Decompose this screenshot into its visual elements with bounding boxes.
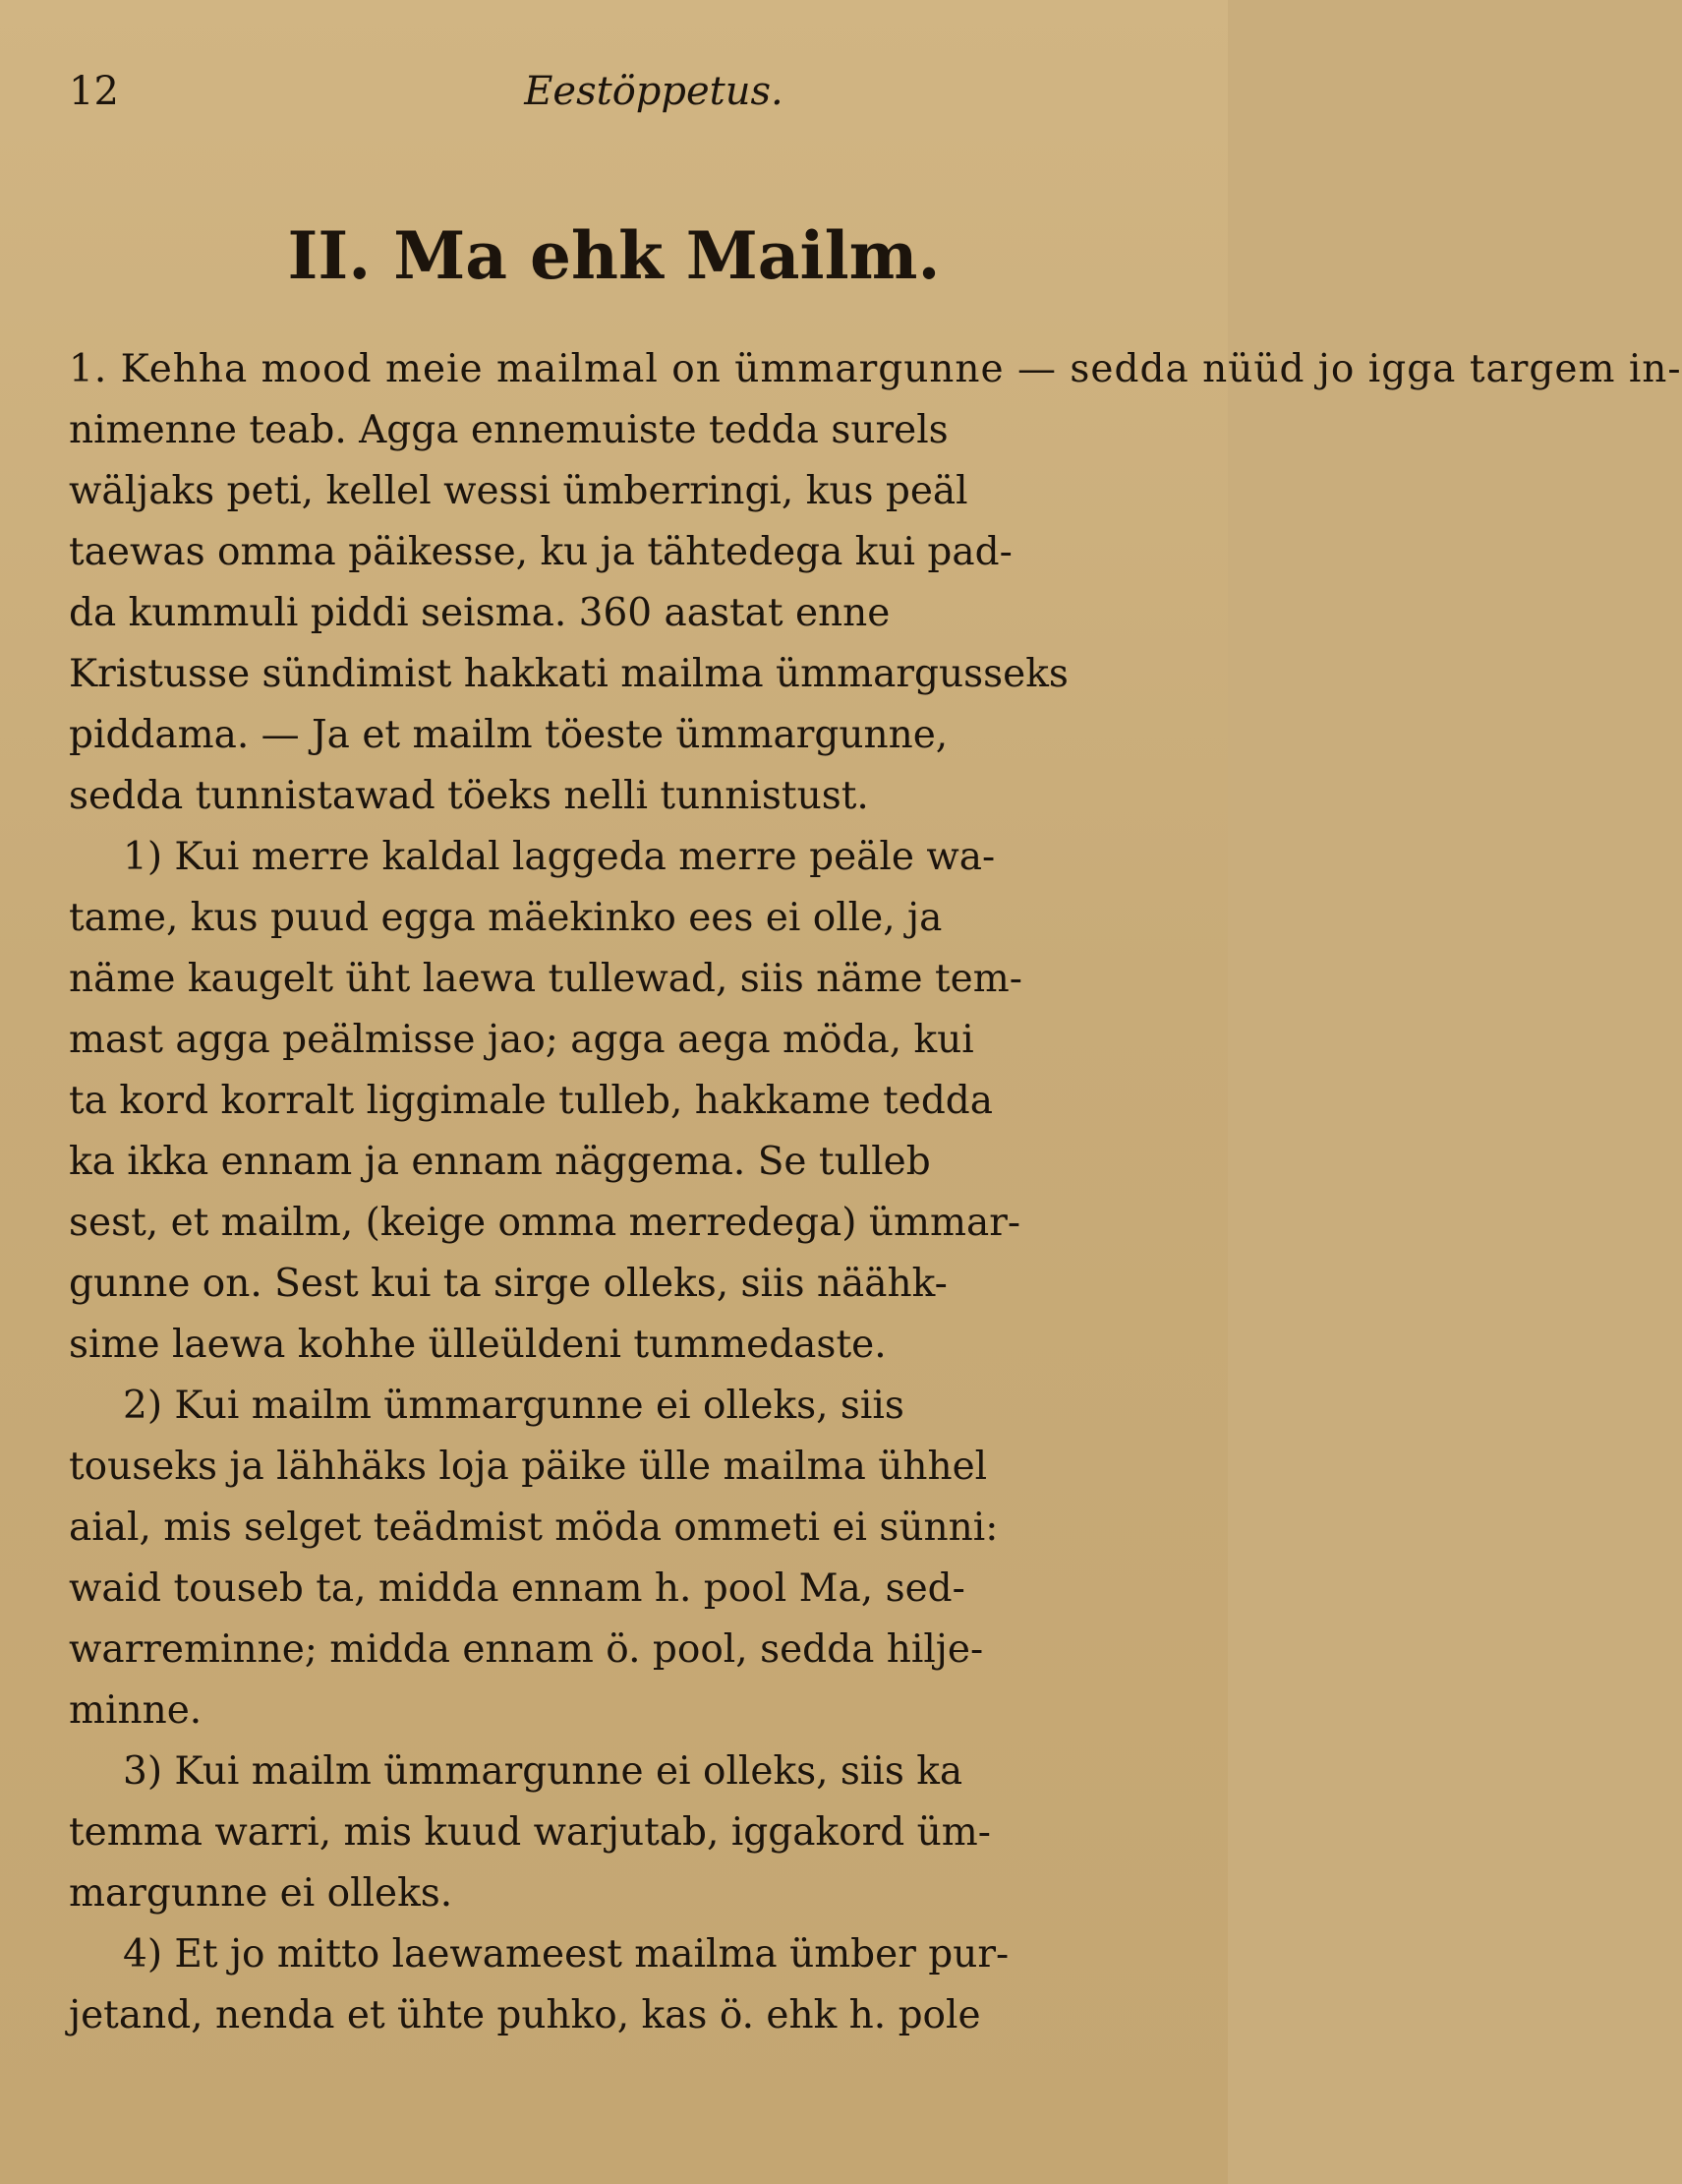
text-line: ka ikka ennam ja ennam näggema. Se tulleb [69,1140,931,1184]
text-line: minne. [69,1688,203,1733]
text-line: sedda tunnistawad töeks nelli tunnistust. [69,774,869,818]
running-title: Eestöppetus. [524,69,783,114]
text-line: sest, et mailm, (keige omma merredega) ümmar- [69,1201,1021,1245]
text-line: warreminne; midda ennam ö. pool, sedda hilje- [69,1627,984,1672]
chapter-heading: II. Ma ehk Mailm. [287,217,941,294]
text-line: 1) Kui merre kaldal laggeda merre peäle wa- [123,835,996,879]
running-head [69,57,1160,126]
text-line: piddama. — Ja et mailm töeste ümmargunne, [69,713,949,757]
text-line: aial, mis selget teädmist möda ommeti ei sünni: [69,1505,999,1550]
text-line: gunne on. Sest kui ta sirge olleks, siis näähk- [69,1262,948,1306]
page-number: 12 [69,69,119,114]
text-line: näme kaugelt üht laewa tullewad, siis näme tem- [69,957,1022,1001]
text-line: Kristusse sündimist hakkati mailma ümmargusseks [69,652,1069,696]
body-text [69,339,1682,2046]
text-line: nimenne teab. Agga ennemuiste tedda surels [69,408,949,452]
text-line: 4) Et jo mitto laewameest mailma ümber pur- [123,1932,1010,1977]
text-line: temma warri, mis kuud warjutab, iggakord üm- [69,1810,991,1855]
text-line: jetand, nenda et ühte puhko, kas ö. ehk h. pole [69,1993,981,2037]
text-line: ta kord korralt liggimale tulleb, hakkame tedda [69,1079,994,1123]
text-line: touseks ja lähhäks loja päike ülle mailma ühhel [69,1445,988,1489]
text-line: 2) Kui mailm ümmargunne ei olleks, siis [123,1384,904,1428]
text-line: tame, kus puud egga mäekinko ees ei olle, ja [69,896,943,940]
text-line: margunne ei olleks. [69,1871,453,1916]
text-line: taewas omma päikesse, ku ja tähtedega kui pad- [69,530,1013,574]
text-line: mast agga peälmisse jao; agga aega möda, kui [69,1018,974,1062]
text-line: wäljaks peti, kellel wessi ümberringi, kus peäl [69,469,968,513]
text-line: 3) Kui mailm ümmargunne ei olleks, siis ka [123,1749,963,1794]
text-line: sime laewa kohhe ülleüldeni tummedaste. [69,1323,887,1367]
text-line: waid touseb ta, midda ennam h. pool Ma, sed- [69,1566,965,1611]
text-line: da kummuli piddi seisma. 360 aastat enne [69,591,891,635]
text-line: 1. Kehha mood meie mailmal on ümmargunne — sedda nüüd jo igga targem in- [69,347,1682,391]
